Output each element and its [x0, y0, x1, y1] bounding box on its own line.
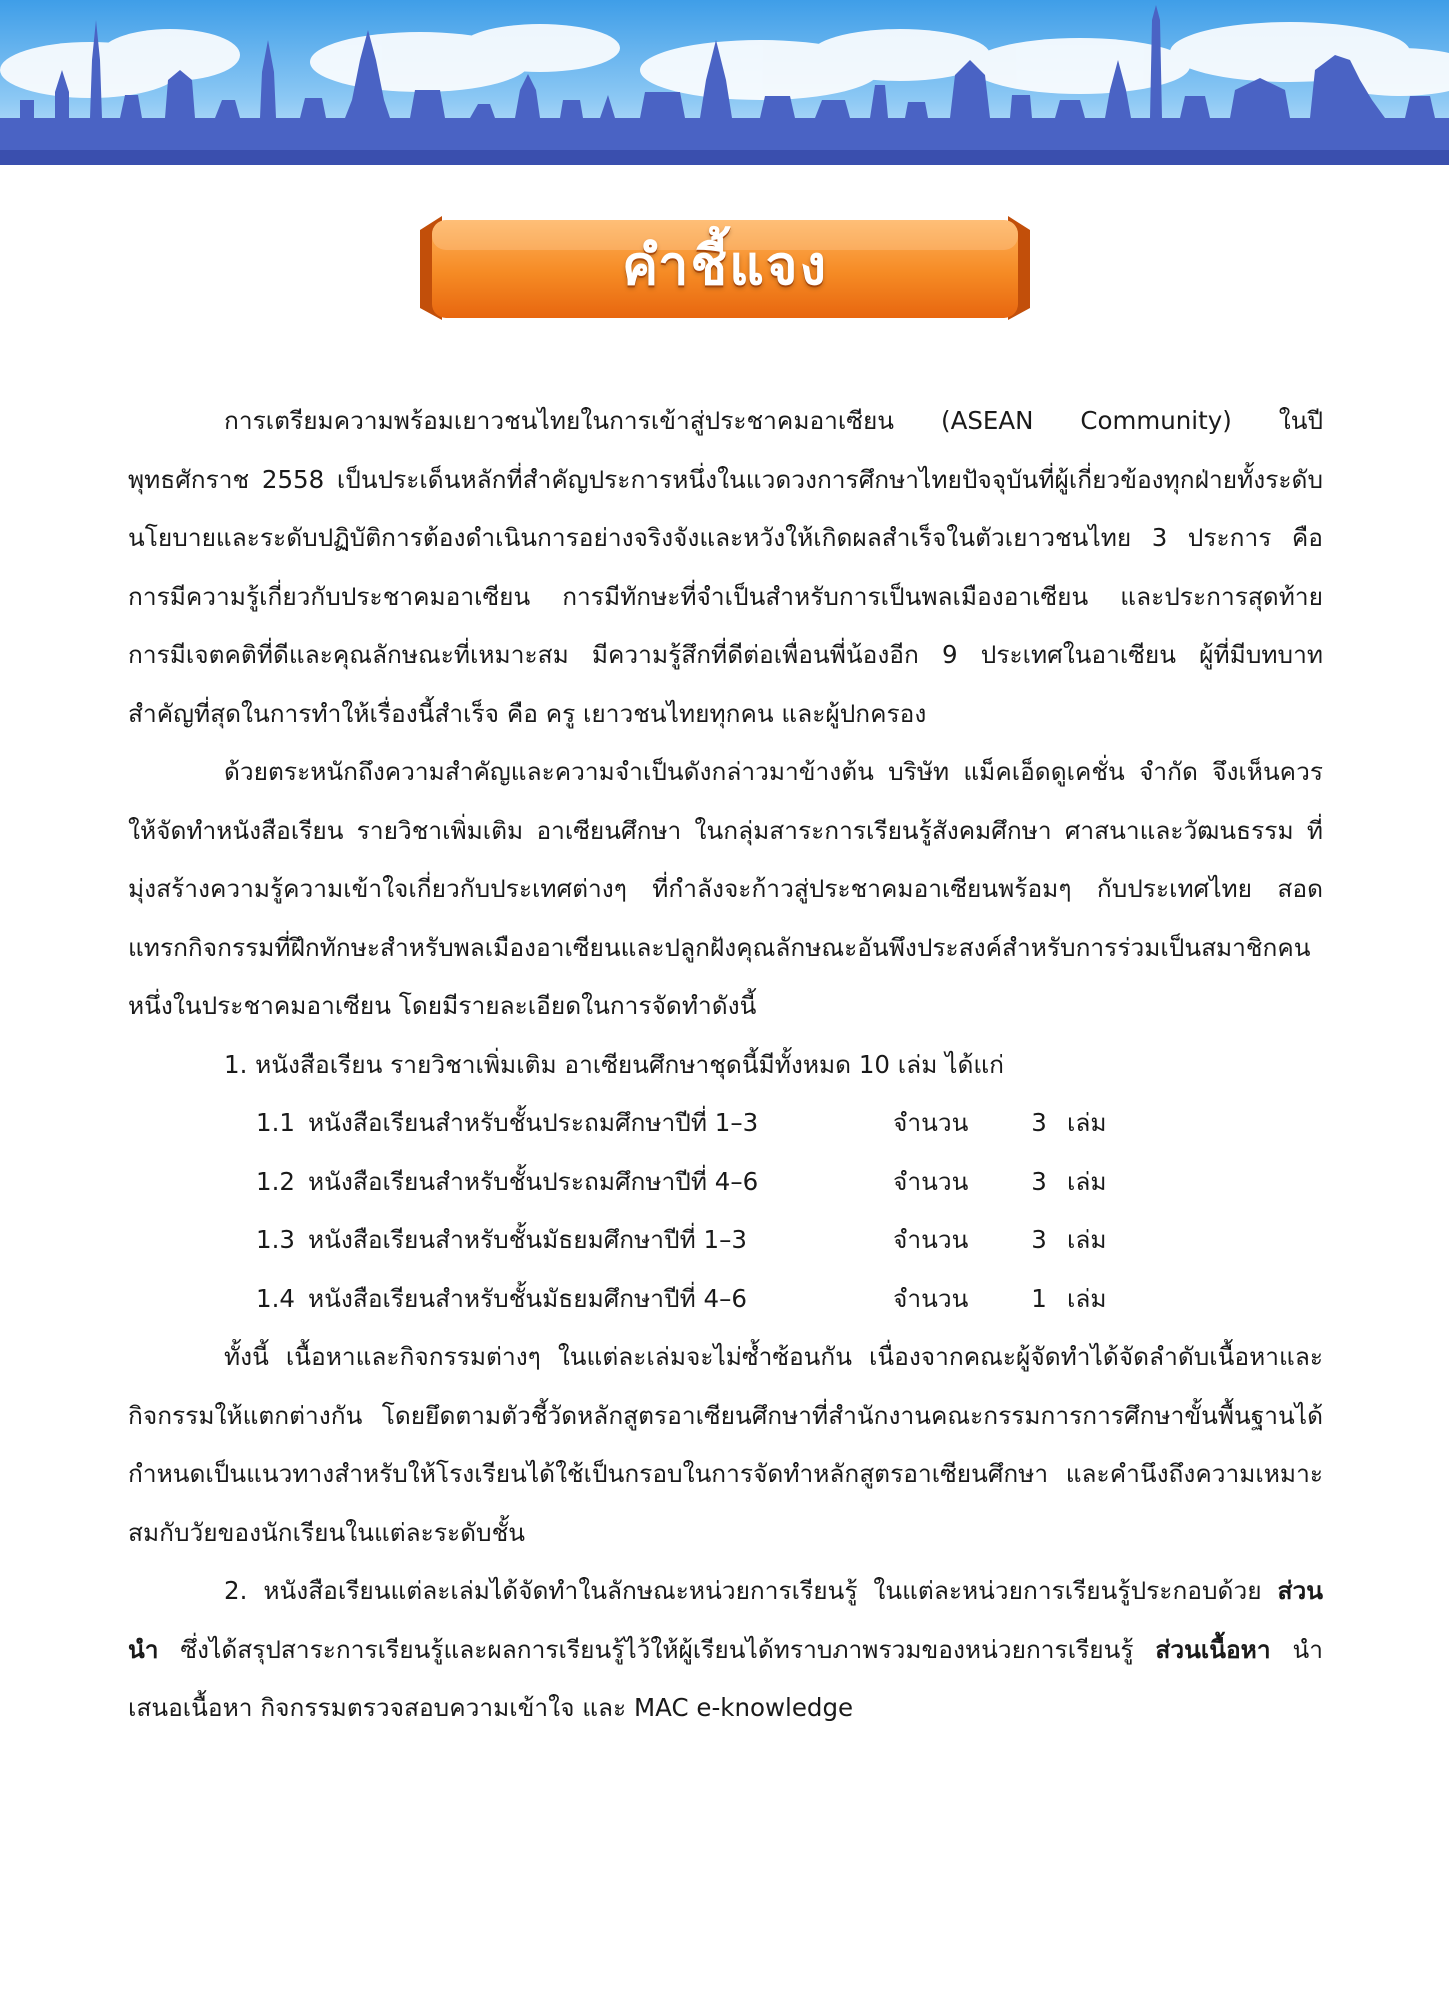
quantity-label: จำนวน — [893, 1225, 969, 1254]
paragraph-structure — [128, 1562, 1323, 1738]
book-name: หนังสือเรียนสำหรับชั้นประถมศึกษาปีที่ 1–3 — [308, 1108, 759, 1137]
quantity-label: จำนวน — [893, 1108, 969, 1137]
skyline-illustration — [0, 0, 1449, 165]
quantity-value: 1 — [1031, 1283, 1047, 1313]
quantity-unit: เล่ม — [1067, 1166, 1107, 1196]
paragraph-structure-part3: นำเสนอเนื้อหา กิจกรรมตรวจสอบความเข้าใจ และ MAC e-knowledge — [128, 1634, 1323, 1722]
book-list-heading: 1. หนังสือเรียน รายวิชาเพิ่มเติม อาเซียนศึกษาชุดนี้มีทั้งหมด 10 เล่ม ได้แก่ — [224, 1049, 1004, 1079]
document-body — [128, 392, 1323, 1738]
paragraph-intro: การเตรียมความพร้อมเยาวชนไทยในการเข้าสู่ประชาคมอาเซียน (ASEAN Community) ในปีพุทธศักราช 2558 เป็นประเด็นหลักที่สำคัญประการหนึ่งในแวดวงการศึกษาไทยปัจจุบันที่ผู้เกี่ยวข้องทุกฝ่ายทั้งระดับนโยบายและระดับปฏิบัติการต้องดำเนินการอย่างจริงจังและหวังให้เกิดผลสำเร็จในตัวเยาวชนไทย 3 ประการ คือ การมีความรู้เกี่ยวกับประชาคมอาเซียน การมีทักษะที่จำเป็นสำหรับการเป็นพลเมืองอาเซียน และประการสุดท้าย การมีเจตคติที่ดีและคุณลักษณะที่เหมาะสม มีความรู้สึกที่ดีต่อเพื่อนพี่น้องอีก 9 ประเทศในอาเซียน ผู้ที่มีบทบาทสำคัญที่สุดในการทำให้เรื่องนี้สำเร็จ คือ ครู เยาวชนไทยทุกคน และผู้ปกครอง — [128, 406, 1323, 728]
book-name: หนังสือเรียนสำหรับชั้นประถมศึกษาปีที่ 4–6 — [308, 1166, 759, 1196]
paragraph-purpose: ด้วยตระหนักถึงความสำคัญและความจำเป็นดังกล่าวมาข้างต้น บริษัท แม็คเอ็ดดูเคชั่น จำกัด จึงเห็นควรให้จัดทำหนังสือเรียน รายวิชาเพิ่มเติม อาเซียนศึกษา ในกลุ่มสาระการเรียนรู้สังคมศึกษา ศาสนาและวัฒนธรรม ที่มุ่งสร้างความรู้ความเข้าใจเกี่ยวกับประเทศต่างๆ ที่กำลังจะก้าวสู่ประชาคมอาเซียนพร้อมๆ กับประเทศไทย สอดแทรกกิจกรรมที่ฝึกทักษะสำหรับพลเมืองอาเซียนและปลูกฝังคุณลักษณะอันพึงประสงค์สำหรับการร่วมเป็นสมาชิกคนหนึ่งในประชาคมอาเซียน โดยมีรายละเอียดในการจัดทำดังนี้ — [128, 757, 1323, 1020]
quantity-value: 3 — [1031, 1225, 1047, 1254]
paragraph-structure-part1: 2. หนังสือเรียนแต่ละเล่มได้จัดทำในลักษณะหน่วยการเรียนรู้ ในแต่ละหน่วยการเรียนรู้ประกอบด้วย — [224, 1576, 1278, 1605]
quantity-unit: เล่ม — [1067, 1283, 1107, 1313]
quantity-label: จำนวน — [893, 1166, 969, 1196]
section-content-term: ส่วนเนื้อหา — [1155, 1634, 1271, 1664]
skyline-banner — [0, 0, 1449, 165]
section-intro-term: ส่วนนำ — [128, 1576, 1323, 1664]
quantity-unit: เล่ม — [1067, 1225, 1107, 1254]
book-row — [128, 1094, 1323, 1153]
book-row — [128, 1153, 1323, 1212]
quantity-value: 3 — [1031, 1108, 1047, 1137]
paragraph-structure-part2: ซึ่งได้สรุปสาระการเรียนรู้และผลการเรียนรู้ไว้ให้ผู้เรียนได้ทราบภาพรวมของหน่วยการเรียนรู้ — [158, 1634, 1156, 1664]
page-title: คำชี้แจง — [622, 234, 828, 297]
title-ribbon — [420, 212, 1030, 320]
book-number: 1.4 — [256, 1283, 295, 1313]
book-number: 1.2 — [256, 1166, 295, 1196]
book-name: หนังสือเรียนสำหรับชั้นมัธยมศึกษาปีที่ 1–3 — [308, 1225, 747, 1254]
book-row — [128, 1211, 1323, 1270]
book-number: 1.1 — [256, 1108, 295, 1137]
book-name: หนังสือเรียนสำหรับชั้นมัธยมศึกษาปีที่ 4–6 — [308, 1283, 747, 1313]
book-row — [128, 1270, 1323, 1329]
quantity-label: จำนวน — [893, 1283, 969, 1313]
book-number: 1.3 — [256, 1225, 295, 1254]
quantity-value: 3 — [1031, 1166, 1047, 1196]
quantity-unit: เล่ม — [1067, 1108, 1107, 1137]
paragraph-content-note: ทั้งนี้ เนื้อหาและกิจกรรมต่างๆ ในแต่ละเล่มจะไม่ซ้ำซ้อนกัน เนื่องจากคณะผู้จัดทำได้จัดลำดับเนื้อหาและกิจกรรมให้แตกต่างกัน โดยยึดตามตัวชี้วัดหลักสูตรอาเซียนศึกษาที่สำนักงานคณะกรรมการการศึกษาขั้นพื้นฐานได้กำหนดเป็นแนวทางสำหรับให้โรงเรียนได้ใช้เป็นกรอบในการจัดทำหลักสูตรอาเซียนศึกษา และคำนึงถึงความเหมาะสมกับวัยของนักเรียนในแต่ละระดับชั้น — [128, 1342, 1323, 1547]
